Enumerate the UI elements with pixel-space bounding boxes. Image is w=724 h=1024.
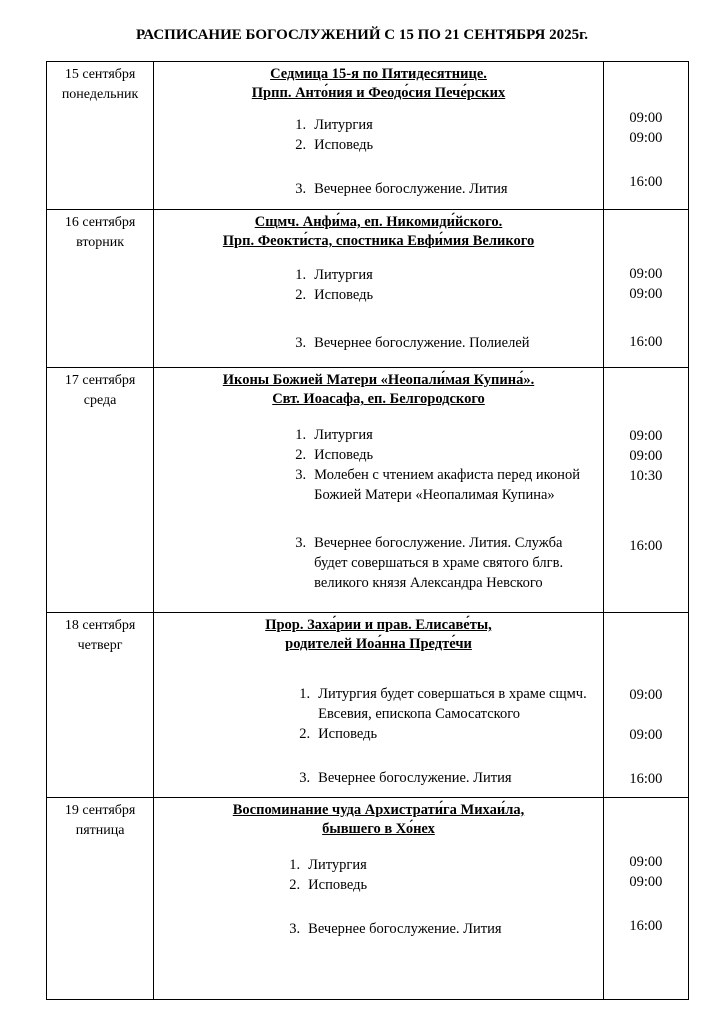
item-text: Вечернее богослужение. Лития bbox=[308, 921, 502, 937]
service-cell bbox=[154, 613, 604, 798]
feast-heading-line: Седмица 15-я по Пятидесятнице. bbox=[270, 66, 487, 82]
list-item bbox=[278, 919, 603, 939]
list-item bbox=[288, 684, 599, 724]
time-cell bbox=[603, 368, 688, 613]
item-number: 1. bbox=[299, 686, 311, 702]
date-label: 17 сентября bbox=[64, 373, 136, 388]
table-row bbox=[47, 62, 689, 210]
item-number: 2. bbox=[295, 137, 307, 153]
item-number: 1. bbox=[289, 857, 301, 873]
date-cell bbox=[47, 368, 154, 613]
time-value: 09:00 bbox=[629, 110, 663, 126]
item-text: Молебен с чтением акафиста перед иконой Божией Матери «Неопалимая Купина» bbox=[314, 467, 580, 503]
date-label: 18 сентября bbox=[64, 618, 136, 633]
feast-heading bbox=[154, 798, 603, 839]
weekday-label: пятница bbox=[75, 823, 125, 838]
table-row bbox=[47, 613, 689, 798]
list-item bbox=[284, 179, 603, 199]
item-text: Исповедь bbox=[314, 287, 374, 303]
service-cell bbox=[154, 210, 604, 368]
item-number: 1. bbox=[295, 267, 307, 283]
item-text: Вечернее богослужение. Лития bbox=[318, 770, 512, 786]
item-number: 2. bbox=[299, 726, 311, 742]
list-item bbox=[284, 425, 597, 445]
item-text: Литургия будет совершаться в храме сщмч. Евсевия, епископа Самосатского bbox=[318, 686, 587, 722]
table-row bbox=[47, 798, 689, 1000]
date-label: 19 сентября bbox=[64, 803, 136, 818]
time-value: 09:00 bbox=[629, 874, 663, 890]
feast-heading-line: Прпп. Анто́ния и Феодо́сия Пече́рских bbox=[251, 85, 506, 101]
item-text: Исповедь bbox=[314, 137, 374, 153]
item-text: Исповедь bbox=[318, 726, 378, 742]
list-item bbox=[278, 875, 603, 895]
item-number: 3. bbox=[295, 335, 307, 351]
time-value: 16:00 bbox=[629, 174, 663, 190]
item-text: Литургия bbox=[314, 427, 373, 443]
weekday-label: понедельник bbox=[61, 87, 139, 102]
item-text: Исповедь bbox=[308, 877, 368, 893]
table-row bbox=[47, 210, 689, 368]
list-item bbox=[284, 445, 597, 465]
feast-heading-line: Воспоминание чуда Архистрати́га Михаи́ла, bbox=[232, 802, 525, 818]
time-value: 09:00 bbox=[629, 286, 663, 302]
item-number: 3. bbox=[299, 770, 311, 786]
feast-heading bbox=[154, 368, 603, 409]
item-number: 3. bbox=[295, 467, 307, 483]
feast-heading-line: Прп. Феокти́ста, спостника Евфи́мия Великого bbox=[222, 233, 535, 249]
item-number: 2. bbox=[295, 447, 307, 463]
time-value: 16:00 bbox=[629, 771, 663, 787]
time-value: 09:00 bbox=[629, 448, 663, 464]
list-item bbox=[284, 115, 603, 135]
date-label: 16 сентября bbox=[64, 215, 136, 230]
service-cell bbox=[154, 62, 604, 210]
weekday-label: среда bbox=[83, 393, 117, 408]
item-text: Литургия bbox=[314, 117, 373, 133]
list-item bbox=[284, 135, 603, 155]
time-cell bbox=[603, 798, 688, 1000]
time-cell bbox=[603, 62, 688, 210]
list-item bbox=[288, 768, 599, 788]
time-cell bbox=[603, 613, 688, 798]
feast-heading-line: родителей Иоа́нна Предте́чи bbox=[285, 636, 472, 652]
schedule-table bbox=[46, 61, 689, 1000]
time-value: 09:00 bbox=[629, 428, 663, 444]
list-item bbox=[278, 855, 603, 875]
item-text: Вечернее богослужение. Лития. Служба будет совершаться в храме святого блгв. великого князя Александра Невского bbox=[314, 535, 564, 591]
list-item bbox=[284, 465, 597, 505]
item-text: Вечернее богослужение. Полиелей bbox=[314, 335, 530, 351]
feast-heading-line: Сщмч. Анфи́ма, еп. Никомиди́йского. bbox=[254, 214, 503, 230]
time-value: 09:00 bbox=[629, 727, 663, 743]
time-value: 16:00 bbox=[629, 538, 663, 554]
time-value: 09:00 bbox=[629, 130, 663, 146]
list-item bbox=[284, 333, 603, 353]
time-value: 09:00 bbox=[629, 266, 663, 282]
date-label: 15 сентября bbox=[64, 67, 136, 82]
item-number: 2. bbox=[295, 287, 307, 303]
date-cell bbox=[47, 798, 154, 1000]
list-item bbox=[284, 533, 597, 593]
list-item bbox=[288, 724, 599, 744]
page-title: РАСПИСАНИЕ БОГОСЛУЖЕНИЙ С 15 ПО 21 СЕНТЯБРЯ 2025г. bbox=[136, 27, 588, 43]
time-value: 16:00 bbox=[629, 334, 663, 350]
feast-heading-line: Прор. Заха́рии и прав. Елисаве́ты, bbox=[265, 617, 492, 633]
feast-heading bbox=[154, 613, 603, 654]
date-cell bbox=[47, 210, 154, 368]
time-value: 09:00 bbox=[629, 854, 663, 870]
item-number: 2. bbox=[289, 877, 301, 893]
feast-heading bbox=[154, 62, 603, 103]
item-text: Вечернее богослужение. Лития bbox=[314, 181, 508, 197]
item-number: 1. bbox=[295, 117, 307, 133]
weekday-label: вторник bbox=[76, 235, 125, 250]
time-value: 16:00 bbox=[629, 918, 663, 934]
service-cell bbox=[154, 798, 604, 1000]
item-text: Литургия bbox=[314, 267, 373, 283]
feast-heading bbox=[154, 210, 603, 251]
feast-heading-line: Иконы Божией Матери «Неопали́мая Купина́». bbox=[222, 372, 535, 388]
item-number: 3. bbox=[289, 921, 301, 937]
service-cell bbox=[154, 368, 604, 613]
list-item bbox=[284, 285, 603, 305]
item-number: 3. bbox=[295, 181, 307, 197]
list-item bbox=[284, 265, 603, 285]
date-cell bbox=[47, 62, 154, 210]
item-text: Исповедь bbox=[314, 447, 374, 463]
item-number: 1. bbox=[295, 427, 307, 443]
weekday-label: четверг bbox=[77, 638, 123, 653]
time-value: 09:00 bbox=[629, 687, 663, 703]
table-row bbox=[47, 368, 689, 613]
date-cell bbox=[47, 613, 154, 798]
feast-heading-line: бывшего в Хо́нех bbox=[322, 821, 435, 837]
item-number: 3. bbox=[295, 535, 307, 551]
time-value: 10:30 bbox=[629, 468, 663, 484]
item-text: Литургия bbox=[308, 857, 367, 873]
time-cell bbox=[603, 210, 688, 368]
feast-heading-line: Свт. Иоасафа, еп. Белгородского bbox=[272, 391, 485, 407]
